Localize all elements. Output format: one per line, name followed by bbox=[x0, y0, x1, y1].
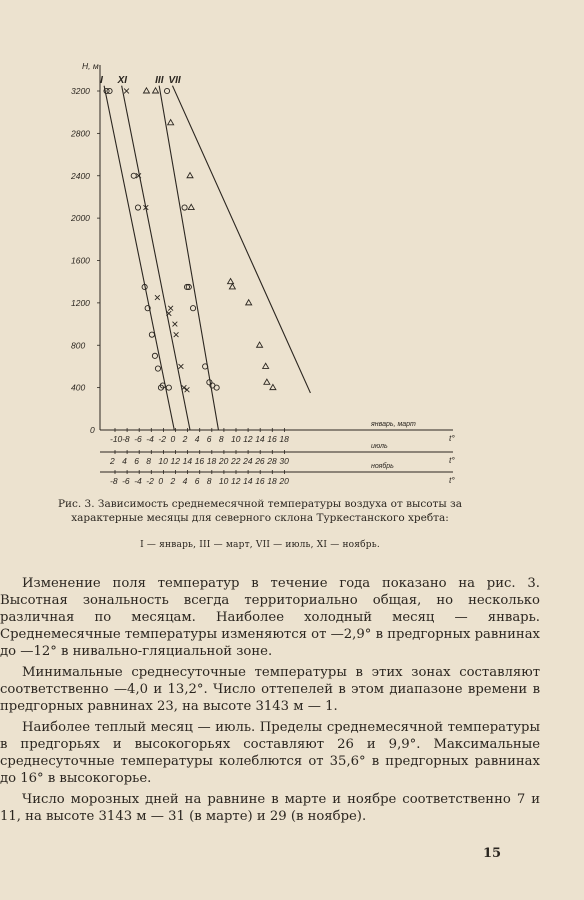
trend-line bbox=[172, 86, 310, 393]
data-point bbox=[270, 384, 276, 389]
data-point bbox=[174, 332, 179, 337]
data-point bbox=[143, 88, 149, 93]
y-axis-label: H, м bbox=[82, 61, 99, 71]
x-tick-label: 8 bbox=[218, 434, 224, 444]
y-tick-label: 2000 bbox=[71, 213, 90, 224]
x-tick-label: 10 bbox=[231, 434, 241, 444]
data-point bbox=[263, 363, 269, 368]
x-tick-label: 18 bbox=[206, 456, 217, 466]
data-point bbox=[182, 205, 187, 210]
x-tick-label: 16 bbox=[194, 456, 205, 466]
series-label: VII bbox=[168, 75, 181, 86]
x-tick-label: 24 bbox=[243, 456, 253, 466]
x-tick-label: 22 bbox=[231, 456, 241, 466]
x-tick-label: 6 bbox=[134, 456, 139, 466]
x-tick-label: 0 bbox=[158, 476, 164, 486]
x-tick-label: -6 bbox=[122, 476, 130, 486]
x-tick-label: 14 bbox=[255, 434, 265, 444]
data-point bbox=[124, 89, 129, 94]
data-point bbox=[152, 353, 157, 358]
x-tick-label: 2 bbox=[110, 456, 115, 466]
page-number: 15 bbox=[483, 846, 502, 861]
x-tick-label: 16 bbox=[267, 434, 277, 444]
x-tick-label: 10 bbox=[218, 476, 229, 486]
paragraph: Наиболее теплый месяц — июль. Пределы среднемесячной температуры в предгорьях и высокогорьях составляют 26 и 9,9°. Максимальные среднесуточные температуры колеблются от 35,6° в предгорных равнинах до 16° в высокогорье. bbox=[0, 720, 540, 786]
x-tick-label: 14 bbox=[182, 456, 193, 466]
x-axis-unit: t° bbox=[449, 475, 455, 485]
x-tick-label: -8 bbox=[110, 476, 118, 486]
figure-caption: Рис. 3. Зависимость среднемесячной температуры воздуха от высоты за характерные месяцы для северного склона Туркестанского хребта: bbox=[57, 498, 463, 524]
x-tick-label: 12 bbox=[231, 476, 241, 486]
x-tick-label: 8 bbox=[206, 476, 212, 486]
x-tick-label: 18 bbox=[279, 434, 289, 444]
x-tick-label: -6 bbox=[134, 434, 142, 444]
data-point bbox=[168, 120, 174, 125]
x-tick-label: -4 bbox=[134, 476, 142, 486]
series-label: I bbox=[100, 75, 103, 86]
zero-label: 0 bbox=[90, 425, 95, 435]
data-point bbox=[257, 342, 263, 347]
figure-legend: I — январь, III — март, VII — июль, XI — ноябрь. bbox=[140, 540, 380, 550]
x-tick-label: 8 bbox=[146, 456, 152, 466]
temperature-altitude-chart bbox=[55, 55, 465, 495]
data-point bbox=[166, 385, 171, 390]
data-point bbox=[172, 322, 177, 327]
x-tick-label: 2 bbox=[182, 434, 188, 444]
x-tick-label: 28 bbox=[267, 456, 277, 466]
y-tick-label: 2800 bbox=[71, 128, 90, 139]
data-point bbox=[185, 387, 190, 392]
y-tick-label: 400 bbox=[71, 382, 86, 393]
series-label: XI bbox=[117, 75, 128, 86]
paragraph: Число морозных дней на равнине в марте и ноябре соответственно 7 и 11, на высоте 3143 м — 31 (в марте) и 29 (в ноябре). bbox=[0, 792, 540, 824]
trend-line bbox=[159, 86, 218, 430]
x-tick-label: -4 bbox=[146, 434, 154, 444]
x-axis-unit: t° bbox=[449, 455, 455, 465]
y-tick-label: 800 bbox=[71, 340, 86, 351]
x-tick-label: 20 bbox=[218, 456, 229, 466]
data-point bbox=[149, 332, 154, 337]
scale-name: январь, март bbox=[371, 421, 416, 428]
data-point bbox=[179, 364, 184, 369]
data-point bbox=[135, 205, 140, 210]
data-point bbox=[190, 306, 195, 311]
series-label: III bbox=[155, 75, 164, 86]
x-tick-label: 4 bbox=[194, 434, 200, 444]
data-point bbox=[136, 173, 141, 178]
data-point bbox=[229, 284, 235, 289]
x-tick-label: -8 bbox=[122, 434, 130, 444]
data-point bbox=[164, 88, 169, 93]
x-tick-label: 30 bbox=[279, 456, 289, 466]
scale-name: июль bbox=[371, 443, 388, 450]
data-point bbox=[188, 204, 194, 209]
x-tick-label: -2 bbox=[146, 476, 154, 486]
y-tick-label: 3200 bbox=[71, 86, 90, 96]
y-tick-label: 1200 bbox=[71, 297, 90, 308]
x-tick-label: 26 bbox=[255, 456, 265, 466]
x-tick-label: 4 bbox=[182, 476, 188, 486]
data-point bbox=[246, 300, 252, 305]
data-point bbox=[214, 385, 219, 390]
x-tick-label: 6 bbox=[194, 476, 200, 486]
body-text bbox=[0, 575, 540, 829]
y-tick-label: 2400 bbox=[71, 170, 90, 181]
data-point bbox=[182, 385, 187, 390]
data-point bbox=[131, 173, 136, 178]
x-tick-label: 6 bbox=[206, 434, 212, 444]
x-tick-label: 16 bbox=[255, 476, 265, 486]
x-tick-label: 12 bbox=[243, 434, 253, 444]
data-point bbox=[168, 306, 173, 311]
x-tick-label: -10 bbox=[110, 434, 123, 444]
x-tick-label: 2 bbox=[170, 476, 176, 486]
data-point bbox=[228, 278, 234, 283]
data-point bbox=[153, 88, 159, 93]
y-tick-label: 1600 bbox=[71, 255, 90, 266]
paragraph: Изменение поля температур в течение года показано на рис. 3. Высотная зональность всегда территориально общая, но несколько различная по месяцам. Наиболее холодный месяц — январь. Среднемесячные температуры изменяются от —2,9° в предгорных равнинах до —12° в нивально-гляциальной зоне. bbox=[0, 576, 540, 659]
x-axis-unit: t° bbox=[449, 433, 455, 443]
x-tick-label: 0 bbox=[170, 434, 176, 444]
data-point bbox=[155, 295, 160, 300]
trend-line bbox=[104, 86, 174, 430]
data-point bbox=[187, 173, 193, 178]
trend-line bbox=[122, 86, 190, 430]
x-tick-label: 12 bbox=[170, 456, 180, 466]
paragraph: Минимальные среднесуточные температуры в этих зонах составляют соответственно —4,0 и 13,2°. Число оттепелей в этом диапазоне времени в предгорных равнинах 23, на высоте 3143 м — 1. bbox=[0, 665, 540, 714]
x-tick-label: -2 bbox=[158, 434, 166, 444]
x-tick-label: 20 bbox=[279, 476, 289, 486]
x-tick-label: 18 bbox=[267, 476, 277, 486]
x-tick-label: 14 bbox=[243, 476, 253, 486]
data-point bbox=[264, 379, 270, 384]
x-tick-label: 10 bbox=[158, 456, 168, 466]
data-point bbox=[155, 366, 160, 371]
scale-name: ноябрь bbox=[371, 463, 394, 470]
x-tick-label: 4 bbox=[122, 456, 127, 466]
